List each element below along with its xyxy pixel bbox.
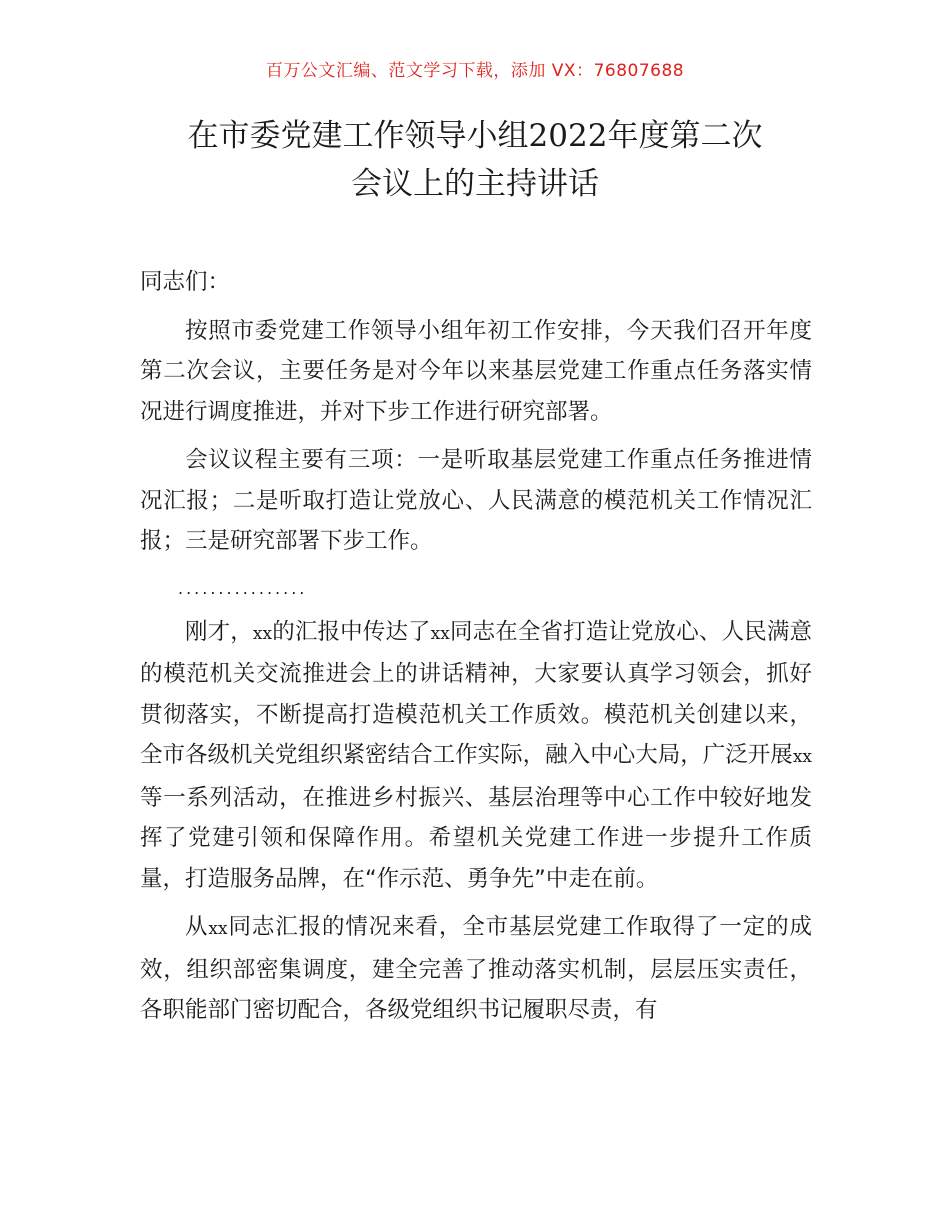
paragraph-model-organs bbox=[140, 612, 812, 900]
title-line-2: 会议上的主持讲话 bbox=[351, 166, 599, 202]
salutation: 同志们： bbox=[140, 269, 231, 295]
p3-text-d: 等一系列活动，在推进乡村振兴、基层治理等中心工作中较好地发挥了党建引领和保障作用。希望机关党建工作进一步提升工作质量，打造服务品牌，在“作示范、勇争先”中走在前。 bbox=[140, 784, 812, 892]
placeholder-xx: xx bbox=[208, 919, 228, 939]
placeholder-xx: xx bbox=[792, 747, 812, 767]
p4-text-a: 从 bbox=[185, 914, 209, 940]
title-line-1: 在市委党建工作领导小组2022年度第二次 bbox=[187, 118, 763, 154]
promo-header-note: 百万公文汇编、范文学习下载，添加 VX：76807688 bbox=[265, 61, 685, 81]
placeholder-xx: xx bbox=[252, 623, 273, 644]
p3-text-c: 同志在全省打造让党放心、人民满意的模范机关交流推进会上的讲话精神，大家要认真学习领会，抓好贯彻落实，不断提高打造模范机关工作质效。模范机关创建以来，全市各级机关党组织紧密结合工作实际，融入中心大局，广泛开展 bbox=[140, 618, 812, 768]
paragraph-opening: 按照市委党建工作领导小组年初工作安排，今天我们召开年度第二次会议，主要任务是对今年以来基层党建工作重点任务落实情况进行调度推进，并对下步工作进行研究部署。 bbox=[140, 317, 812, 425]
paragraph-results bbox=[140, 907, 812, 1031]
omission-ellipsis: ................ bbox=[178, 578, 308, 598]
p3-text-a: 刚才， bbox=[185, 618, 253, 645]
document-body bbox=[140, 262, 812, 1039]
p3-text-b: 的汇报中传达了 bbox=[272, 618, 431, 645]
document-title bbox=[110, 112, 840, 208]
p4-text-b: 同志汇报的情况来看，全市基层党建工作取得了一定的成效，组织部密集调度，建全完善了推动落实机制，层层压实责任，各职能部门密切配合，各级党组织书记履职尽责，有 bbox=[140, 914, 812, 1023]
paragraph-agenda: 会议议程主要有三项：一是听取基层党建工作重点任务推进情况汇报；二是听取打造让党放心、人民满意的模范机关工作情况汇报；三是研究部署下步工作。 bbox=[140, 447, 812, 554]
placeholder-xx: xx bbox=[430, 623, 450, 644]
